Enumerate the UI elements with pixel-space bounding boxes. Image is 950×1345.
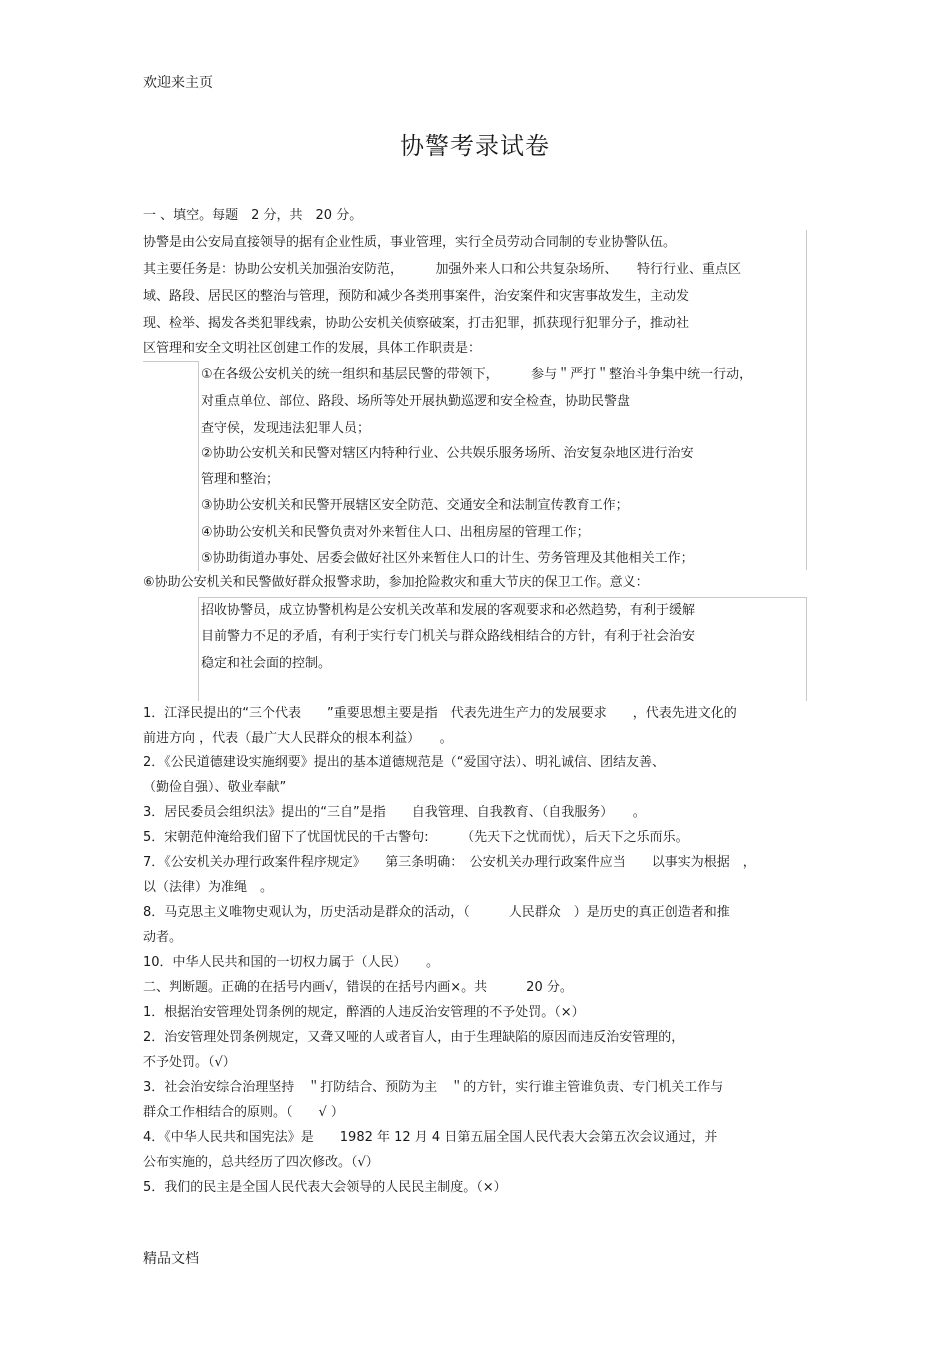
judge-line: 2．治安管理处罚条例规定，又聋又哑的人或者盲人，由于生理缺陷的原因而违反治安管理的， bbox=[143, 1030, 685, 1045]
question-line: 前进方向 ，代表（最广大人民群众的根本利益） 。 bbox=[143, 731, 453, 746]
duty-line: ①在各级公安机关的统一组织和基层民警的带领下， 参与＂严打＂整治斗争集中统一行动， bbox=[201, 367, 753, 382]
duty-line: ④协助公安机关和民警负责对外来暂住人口、出租房屋的管理工作； bbox=[201, 525, 590, 540]
section2-heading: 二、判断题。正确的在括号内画√，错误的在括号内画×。共 20 分。 bbox=[143, 980, 573, 995]
question-line: 7．《公安机关办理行政案件程序规定》 第三条明确： 公安机关办理行政案件应当 以事实为根据 ， bbox=[143, 855, 756, 870]
question-line: 1．江泽民提出的“三个代表 ”重要思想主要是指 代表先进生产力的发展要求 ，代表先进文化的 bbox=[143, 706, 737, 721]
duty-line: 查守侯，发现违法犯罪人员； bbox=[201, 421, 371, 436]
meaning-line: 目前警力不足的矛盾，有利于实行专门机关与群众路线相结合的方针，有利于社会治安 bbox=[201, 629, 696, 644]
meaning-line: 稳定和社会面的控制。 bbox=[201, 656, 332, 671]
judge-line: 5．我们的民主是全国人民代表大会领导的人民民主制度。（×） bbox=[143, 1180, 507, 1195]
intro-line: 现、检举、揭发各类犯罪线索，协助公安机关侦察破案，打击犯罪，抓获现行犯罪分子，推动社 bbox=[143, 316, 690, 331]
page-header: 欢迎来主页 bbox=[143, 75, 213, 91]
question-line: 2．《公民道德建设实施纲要》提出的基本道德规范是（“爱国守法）、明礼诚信、团结友善、 bbox=[143, 755, 666, 770]
question-line: 3．居民委员会组织法》提出的“三自”是指 自我管理、自我教育、（自我服务） 。 bbox=[143, 805, 646, 820]
frame-line-left-2 bbox=[198, 597, 199, 701]
intro-line: 域、路段、居民区的整治与管理，预防和减少各类刑事案件，治安案件和灾害事故发生，主动发 bbox=[143, 289, 690, 304]
frame-line-right-2 bbox=[806, 597, 807, 701]
duty-line: ③协助公安机关和民警开展辖区安全防范、交通安全和法制宣传教育工作； bbox=[201, 498, 629, 513]
question-line: 以（法律）为准绳 。 bbox=[143, 880, 274, 895]
question-line: 5．宋朝范仲淹给我们留下了忧国忧民的千古警句: （先天下之忧而忧），后天下之乐而乐。 bbox=[143, 830, 689, 845]
judge-line: 群众工作相结合的原则。（ √ ） bbox=[143, 1105, 344, 1120]
intro-line: 区管理和安全文明社区创建工作的发展，具体工作职责是： bbox=[143, 341, 482, 356]
frame-line-left-1 bbox=[198, 361, 199, 571]
section1-heading: 一 、填空。每题 2 分，共 20 分。 bbox=[143, 208, 363, 223]
intro-line: 其主要任务是：协助公安机关加强治安防范， 加强外来人口和公共复杂场所、 特行行业、重点区 bbox=[143, 262, 742, 277]
judge-line: 3．社会治安综合治理坚持 ＂打防结合、预防为主 ＂的方针，实行谁主管谁负责、专门机关工作与 bbox=[143, 1080, 724, 1095]
meaning-line: 招收协警员，成立协警机构是公安机关改革和发展的客观要求和必然趋势，有利于缓解 bbox=[201, 603, 696, 618]
intro-line: 协警是由公安局直接领导的据有企业性质，事业管理，实行全员劳动合同制的专业协警队伍。 bbox=[143, 235, 677, 250]
question-line: 动者。 bbox=[143, 930, 183, 945]
duty-line: ⑤协助街道办事处、居委会做好社区外来暂住人口的计生、劳务管理及其他相关工作； bbox=[201, 551, 694, 566]
duty-line: ②协助公安机关和民警对辖区内特种行业、公共娱乐服务场所、治安复杂地区进行治安 bbox=[201, 446, 694, 461]
duty-line-6: ⑥协助公安机关和民警做好群众报警求助，参加抢险救灾和重大节庆的保卫工作。意义： bbox=[143, 575, 649, 590]
frame-line-right-1 bbox=[806, 230, 807, 570]
judge-line: 4．《中华人民共和国宪法》是 1982 年 12 月 4 日第五届全国人民代表大会第五次会议通过，并 bbox=[143, 1130, 718, 1145]
question-line: 8．马克思主义唯物史观认为，历史活动是群众的活动，（ 人民群众 ）是历史的真正创造者和推 bbox=[143, 905, 730, 920]
frame-line-intro-bottom bbox=[143, 361, 199, 362]
duty-line: 管理和整治； bbox=[201, 472, 280, 487]
judge-line: 不予处罚。（√） bbox=[143, 1055, 236, 1070]
page-title: 协警考录试卷 bbox=[400, 132, 550, 160]
judge-line: 公布实施的，总共经历了四次修改。（√） bbox=[143, 1155, 379, 1170]
judge-line: 1．根据治安管理处罚条例的规定，醉酒的人违反治安管理的不予处罚。（×） bbox=[143, 1005, 585, 1020]
frame-line-meaning-top bbox=[198, 597, 806, 598]
page-footer: 精品文档 bbox=[143, 1251, 199, 1267]
question-line: （勤俭自强）、敬业奉献” bbox=[143, 780, 287, 795]
duty-line: 对重点单位、部位、路段、场所等处开展执勤巡逻和安全检查，协助民警盘 bbox=[201, 394, 631, 409]
question-line: 10．中华人民共和国的一切权力属于（人民） 。 bbox=[143, 955, 440, 970]
